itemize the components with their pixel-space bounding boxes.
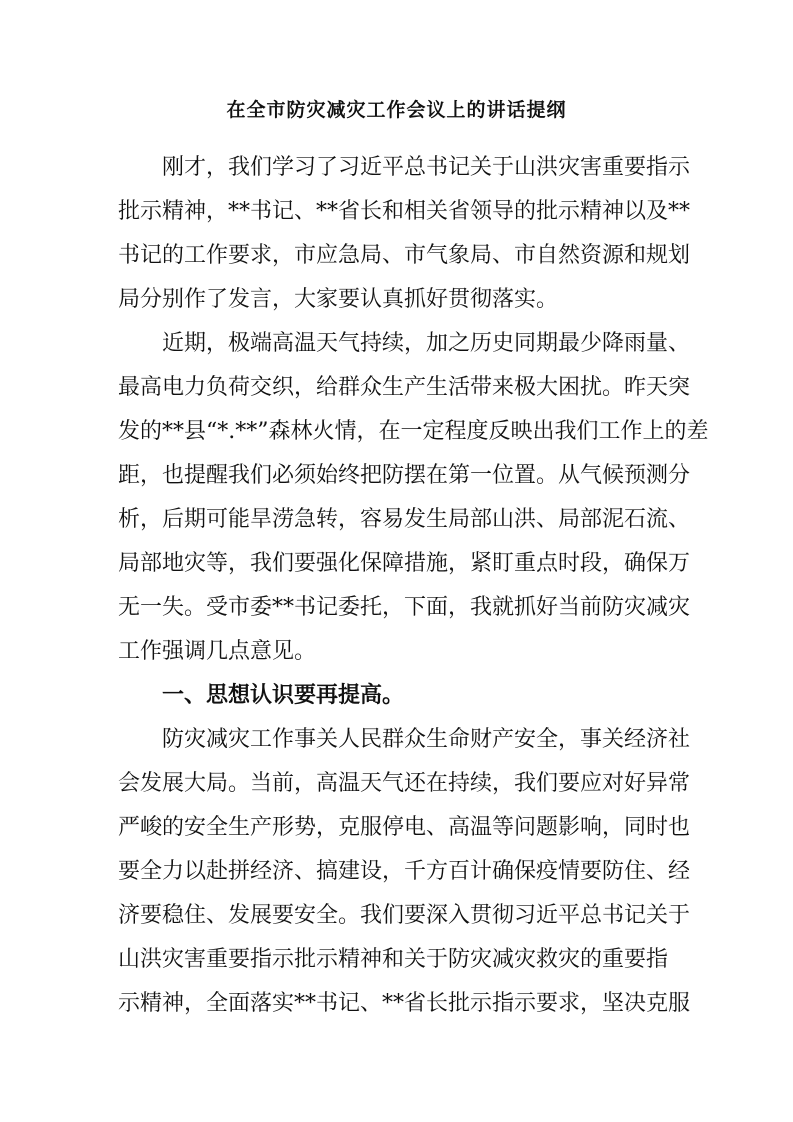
section-heading: 一、思想认识要再提高。 bbox=[118, 683, 405, 708]
body-line: 防灾减灾工作事关人民群众生命财产安全，事关经济社 bbox=[118, 727, 691, 752]
body-line: 距，也提醒我们必须始终把防摆在第一位置。从气候预测分 bbox=[118, 463, 691, 488]
body-line: 发的**县“*.**”森林火情，在一定程度反映出我们工作上的差 bbox=[118, 419, 709, 444]
body-line: 严峻的安全生产形势，克服停电、高温等问题影响，同时也 bbox=[118, 815, 691, 840]
body-line: 工作强调几点意见。 bbox=[118, 639, 317, 664]
body-line: 济要稳住、发展要安全。我们要深入贯彻习近平总书记关于 bbox=[118, 903, 691, 928]
body-line: 无一失。受市委**书记委托，下面，我就抓好当前防灾减灾 bbox=[118, 595, 691, 620]
document-title: 在全市防灾减灾工作会议上的讲话提纲 bbox=[226, 99, 567, 121]
body-line: 山洪灾害重要指示批示精神和关于防灾减灾救灾的重要指 bbox=[118, 947, 669, 972]
body-line: 要全力以赴拼经济、搞建设，千方百计确保疫情要防住、经 bbox=[118, 859, 691, 884]
body-line: 局部地灾等，我们要强化保障措施，紧盯重点时段，确保万 bbox=[118, 551, 691, 576]
body-line: 批示精神，**书记、**省长和相关省领导的批示精神以及** bbox=[118, 199, 691, 224]
body-line: 会发展大局。当前，高温天气还在持续，我们要应对好异常 bbox=[118, 771, 691, 796]
body-line: 书记的工作要求，市应急局、市气象局、市自然资源和规划 bbox=[118, 243, 691, 268]
body-line: 析，后期可能旱涝急转，容易发生局部山洪、局部泥石流、 bbox=[118, 507, 691, 532]
body-line: 近期，极端高温天气持续，加之历史同期最少降雨量、 bbox=[118, 331, 691, 356]
body-line: 刚才，我们学习了习近平总书记关于山洪灾害重要指示 bbox=[118, 155, 691, 180]
body-line: 局分别作了发言，大家要认真抓好贯彻落实。 bbox=[118, 287, 559, 312]
body-line: 最高电力负荷交织，给群众生产生活带来极大困扰。昨天突 bbox=[118, 375, 691, 400]
body-line: 示精神，全面落实**书记、**省长批示指示要求，坚决克服 bbox=[118, 991, 691, 1016]
